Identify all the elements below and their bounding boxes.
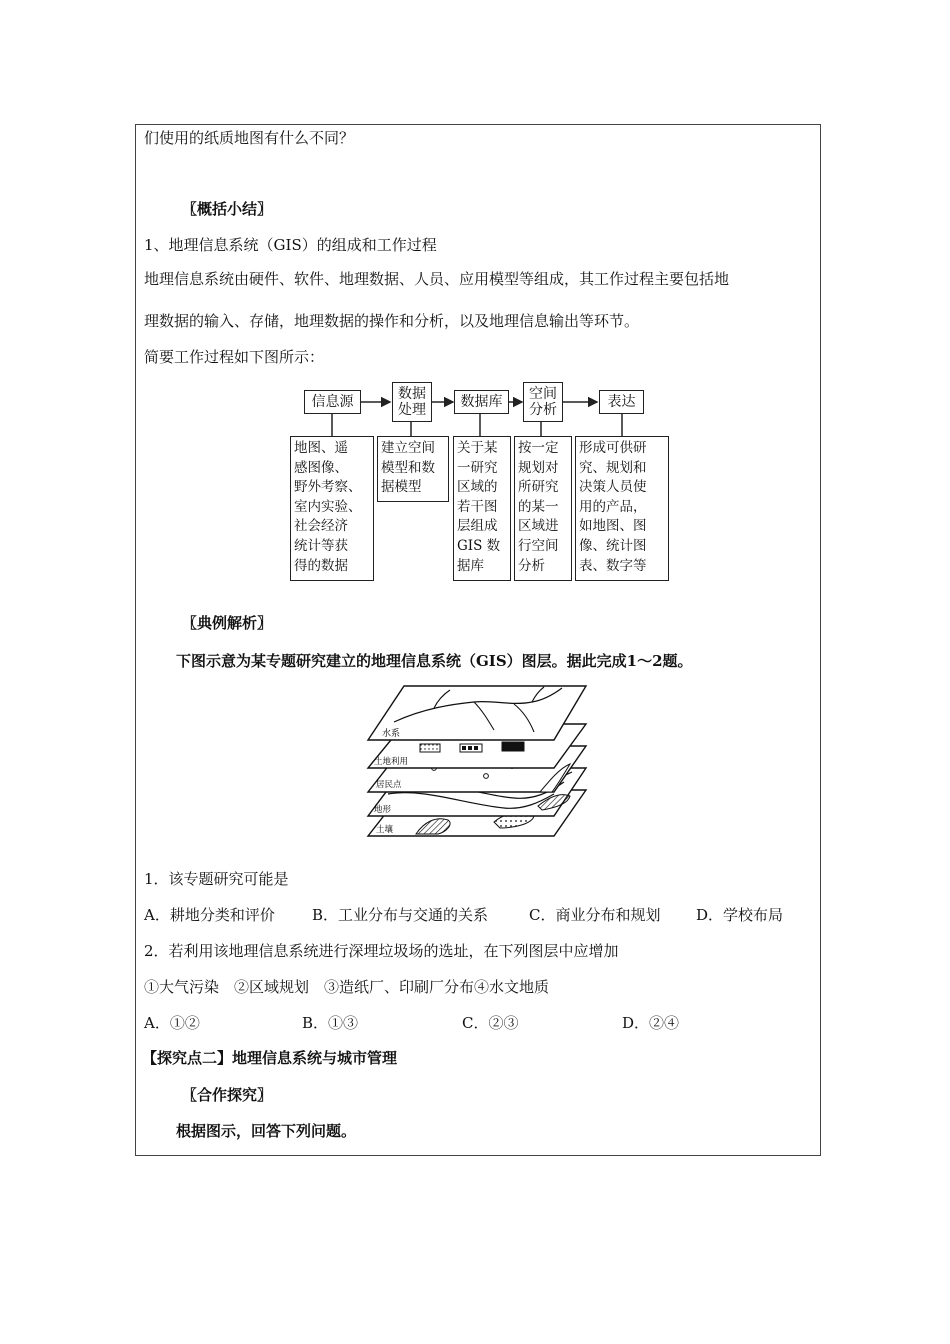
q2-option-d: D．②④ xyxy=(622,1014,680,1032)
step-spatial-analysis: 空间 分析 xyxy=(523,382,563,422)
section2-title: 【探究点二】地理信息系统与城市管理 xyxy=(142,1049,398,1067)
section2-subheading: 〖合作探究〗 xyxy=(182,1086,273,1104)
summary-paragraph-line1: 地理信息系统由硬件、软件、地理数据、人员、应用模型等组成，其工作过程主要包括地 xyxy=(144,270,730,288)
summary-point1-title: 1、地理信息系统（GIS）的组成和工作过程 xyxy=(144,236,437,254)
process-intro: 简要工作过程如下图所示： xyxy=(144,348,325,366)
layer-label-land-use: 土地利用 xyxy=(374,757,409,767)
detail-expression: 形成可供研 究、规划和 决策人员使 用的产品， 如地图、图 像、统计图 表、数字等 xyxy=(575,436,669,581)
layer-label-water: 水系 xyxy=(382,729,401,739)
q1-option-c: C．商业分布和规划 xyxy=(529,906,661,924)
q1-option-a: A．耕地分类和评价 xyxy=(144,906,275,924)
gis-layers-diagram xyxy=(364,684,596,840)
intro-line: 们使用的纸质地图有什么不同？ xyxy=(144,129,355,147)
q2-option-c: C．②③ xyxy=(462,1014,519,1032)
q2-items: ①大气污染 ②区域规划 ③造纸厂、印刷厂分布④水文地质 xyxy=(144,978,550,996)
detail-data-processing: 建立空间 模型和数 据模型 xyxy=(377,436,449,502)
step-info-source: 信息源 xyxy=(304,390,361,414)
detail-database: 关于某 一研究 区域的 若干图 层组成 GIS 数 据库 xyxy=(453,436,511,581)
layer-water xyxy=(368,686,586,740)
detail-info-source: 地图、遥 感图像、 野外考察、 室内实验、 社会经济 统计等获 得的数据 xyxy=(290,436,374,581)
layer-label-soil: 土壤 xyxy=(376,825,394,835)
q1-option-d: D．学校布局 xyxy=(696,906,784,924)
step-database: 数据库 xyxy=(454,390,509,414)
example-heading: 〖典例解析〗 xyxy=(182,614,273,632)
summary-paragraph-line2: 理数据的输入、存储，地理数据的操作和分析，以及地理信息输出等环节。 xyxy=(144,312,640,330)
layer-label-terrain: 地形 xyxy=(374,805,392,815)
step-data-processing: 数据 处理 xyxy=(392,382,432,422)
example-prompt: 下图示意为某专题研究建立的地理信息系统（GIS）图层。据此完成1～2题。 xyxy=(176,652,693,670)
step-expression: 表达 xyxy=(599,390,644,414)
layer-label-settlements: 居民点 xyxy=(376,780,402,790)
section2-prompt: 根据图示，回答下列问题。 xyxy=(176,1122,357,1140)
detail-spatial-analysis: 按一定 规划对 所研究 的某一 区域进 行空间 分析 xyxy=(514,436,572,581)
summary-heading: 〖概括小结〗 xyxy=(182,200,273,218)
gis-process-flowchart xyxy=(284,382,670,582)
q1-option-b: B．工业分布与交通的关系 xyxy=(312,906,489,924)
q2-option-b: B．①③ xyxy=(302,1014,359,1032)
q2-option-a: A．①② xyxy=(144,1014,200,1032)
q1-stem: 1．该专题研究可能是 xyxy=(144,870,289,888)
q2-stem: 2．若利用该地理信息系统进行深埋垃圾场的选址，在下列图层中应增加 xyxy=(144,942,619,960)
